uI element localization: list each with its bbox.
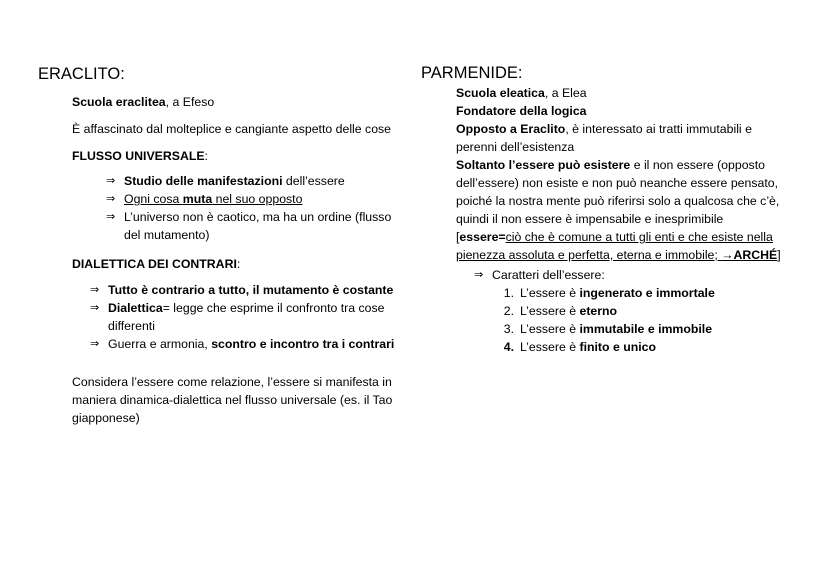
implies-icon: ⇒ <box>90 337 100 350</box>
dialectic-list <box>90 281 410 353</box>
dialectic-heading-wrap <box>72 255 412 273</box>
eraclito-conclusion: Considera l’essere come relazione, l’essere si manifesta in maniera dinamica-dialettica nel flusso universale (es. il Tao giapponese) <box>72 375 393 425</box>
flux-heading: FLUSSO UNIVERSALE: <box>72 149 208 163</box>
eraclito-school: Scuola eraclitea, a Efeso <box>72 95 215 109</box>
list-item: ⇒ Guerra e armonia, scontro e incontro tra i contrari <box>90 337 395 351</box>
eraclito-fascination: È affascinato dal molteplice e cangiante aspetto delle cose <box>72 122 392 136</box>
list-item: ⇒ Studio delle manifestazioni dell’essere <box>106 174 345 188</box>
list-item: ⇒ Tutto è contrario a tutto, il mutamento è costante <box>90 283 394 297</box>
implies-icon: ⇒ <box>474 268 484 281</box>
parmenide-founder: Fondatore della logica <box>456 104 587 118</box>
characters-list <box>496 284 796 356</box>
parmenide-title: PARMENIDE: <box>421 64 523 82</box>
implies-icon: ⇒ <box>90 283 100 296</box>
parmenide-only-being: Soltanto l’essere può esistere e il non essere (opposto <box>456 158 765 172</box>
parmenide-school: Scuola eleatica, a Elea <box>456 86 587 100</box>
eraclito-section <box>72 93 412 165</box>
parmenide-section: Scuola eleatica, a Elea Fondatore della logica Opposto a Eraclito, è interessato ai tratti immutabili e perenni dell’esistenza Soltanto l’essere può esistere e il non essere (opposto dell’essere) non esiste e non può neanche essere pensato, poiché la nostra mente può riferirsi solo a qualcosa che c’è, quindi il non essere è impensabile e inesprimibile [essere=ciò che è comune a tutti gli enti e che esiste nella pienezza assoluta e perfetta, eterna e immobile; →ARCHÉ] <box>456 84 801 264</box>
list-item: ⇒ L’universo non è caotico, ma ha un ordine (flusso del mutamento) <box>106 210 392 242</box>
eraclito-title: ERACLITO: <box>38 65 125 83</box>
characters-label-wrap <box>474 266 794 284</box>
list-item: ⇒ Dialettica= legge che esprime il confronto tra cose differenti <box>90 301 385 333</box>
implies-icon: ⇒ <box>106 174 116 187</box>
flux-list <box>106 172 406 244</box>
implies-icon: ⇒ <box>106 192 116 205</box>
implies-icon: ⇒ <box>90 301 100 314</box>
parmenide-definition: [essere=ciò che è comune a tutti gli enti e che esiste nella <box>456 230 773 244</box>
arrow-right-icon: → <box>721 248 734 262</box>
list-item: ⇒ Caratteri dell’essere: <box>474 268 605 282</box>
list-item: 4. L’essere è finito e unico <box>503 340 656 354</box>
dialectic-heading: DIALETTICA DEI CONTRARI: <box>72 257 241 271</box>
list-item: 1. L’essere è ingenerato e immortale <box>503 286 715 300</box>
implies-icon: ⇒ <box>106 210 116 223</box>
list-item: 3. L’essere è immutabile e immobile <box>503 322 713 336</box>
list-item: 2. L’essere è eterno <box>503 304 618 318</box>
list-item: ⇒ Ogni cosa muta nel suo opposto <box>106 192 303 206</box>
parmenide-opposite: Opposto a Eraclito, è interessato ai tratti immutabili e <box>456 122 752 136</box>
